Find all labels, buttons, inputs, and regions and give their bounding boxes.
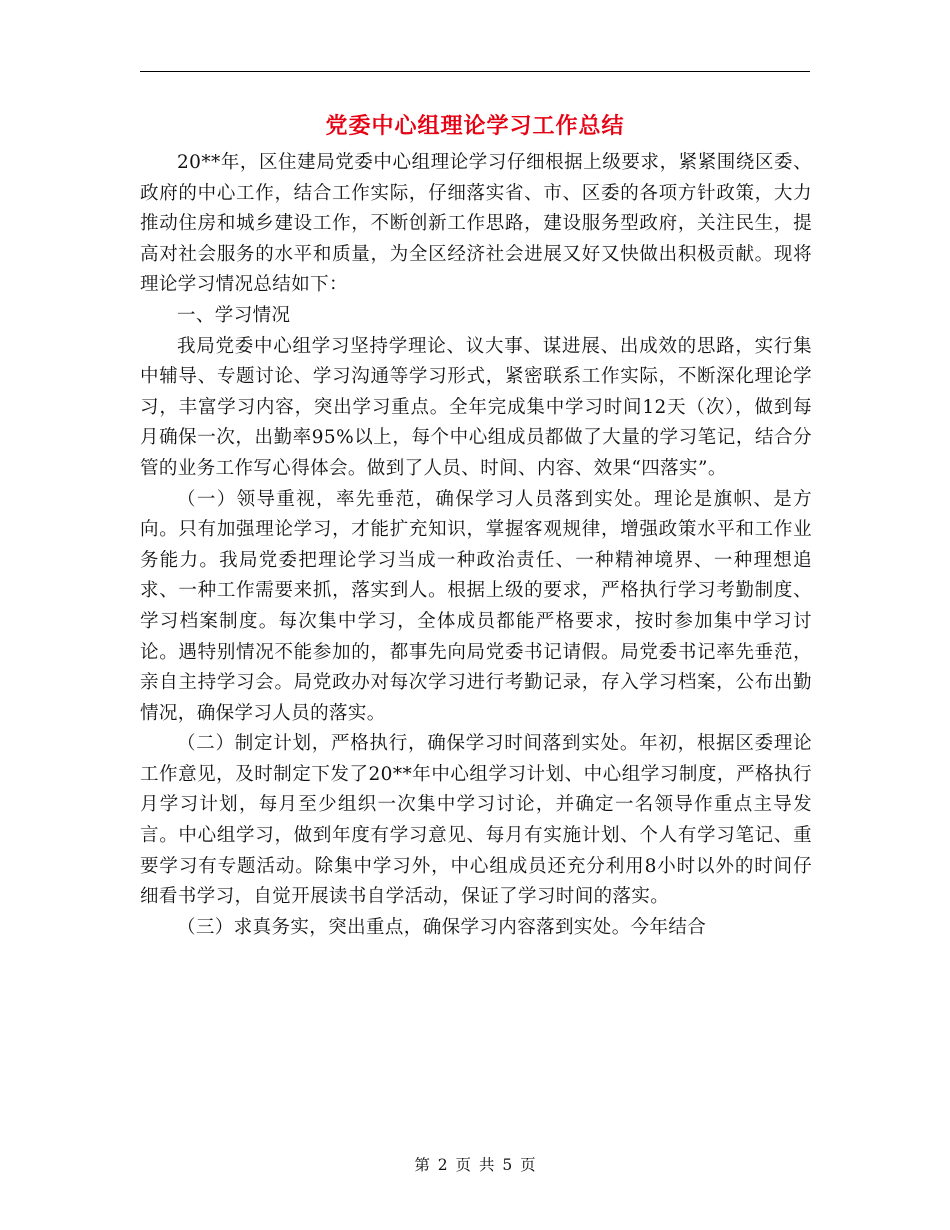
document-title: 党委中心组理论学习工作总结 [325,113,625,139]
document-body [140,148,812,943]
section-heading-study: 一、学习情况 [177,304,291,326]
paragraph-overview: 我局党委中心组学习坚持学理论、议大事、谋进展、出成效的思路，实行集中辅导、专题讨论、学习沟通等学习形式，紧密联系工作实际，不断深化理论学习，丰富学习内容，突出学习重点。全年完成集中学习时间12天（次），做到每月确保一次，出勤率95%以上，每个中心组成员都做了大量的学习笔记，结合分管的业务工作写心得体会。做到了人员、时间、内容、效果“四落实”。 [140,335,812,479]
paragraph-point-1: （一）领导重视，率先垂范，确保学习人员落到实处。理论是旗帜、是方向。只有加强理论学习，才能扩充知识，掌握客观规律，增强政策水平和工作业务能力。我局党委把理论学习当成一种政治责任、一种精神境界、一种理想追求、一种工作需要来抓，落实到人。根据上级的要求，严格执行学习考勤制度、学习档案制度。每次集中学习，全体成员都能严格要求，按时参加集中学习讨论。遇特别情况不能参加的，都事先向局党委书记请假。局党委书记率先垂范，亲自主持学习会。局党政办对每次学习进行考勤记录，存入学习档案，公布出勤情况，确保学习人员的落实。 [140,488,812,724]
paragraph-point-3: （三）求真务实，突出重点，确保学习内容落到实处。今年结合 [177,916,707,938]
paragraph-point-2: （二）制定计划，严格执行，确保学习时间落到实处。年初，根据区委理论工作意见，及时制定下发了20**年中心组学习计划、中心组学习制度，严格执行月学习计划，每月至少组织一次集中学习讨论，并确定一名领导作重点主导发言。中心组学习，做到年度有学习意见、每月有实施计划、个人有学习笔记、重要学习有专题活动。除集中学习外，中心组成员还充分利用8小时以外的时间仔细看书学习，自觉开展读书自学活动，保证了学习时间的落实。 [140,733,812,908]
paragraph-intro: 20**年，区住建局党委中心组理论学习仔细根据上级要求，紧紧围绕区委、政府的中心工作，结合工作实际，仔细落实省、市、区委的各项方针政策，大力推动住房和城乡建设工作，不断创新工作思路，建设服务型政府，关注民生，提高对社会服务的水平和质量，为全区经济社会进展又好又快做出积极贡献。现将理论学习情况总结如下： [140,152,812,296]
page-number: 第 2 页 共 5 页 [414,1156,536,1174]
header-rule [140,71,810,72]
